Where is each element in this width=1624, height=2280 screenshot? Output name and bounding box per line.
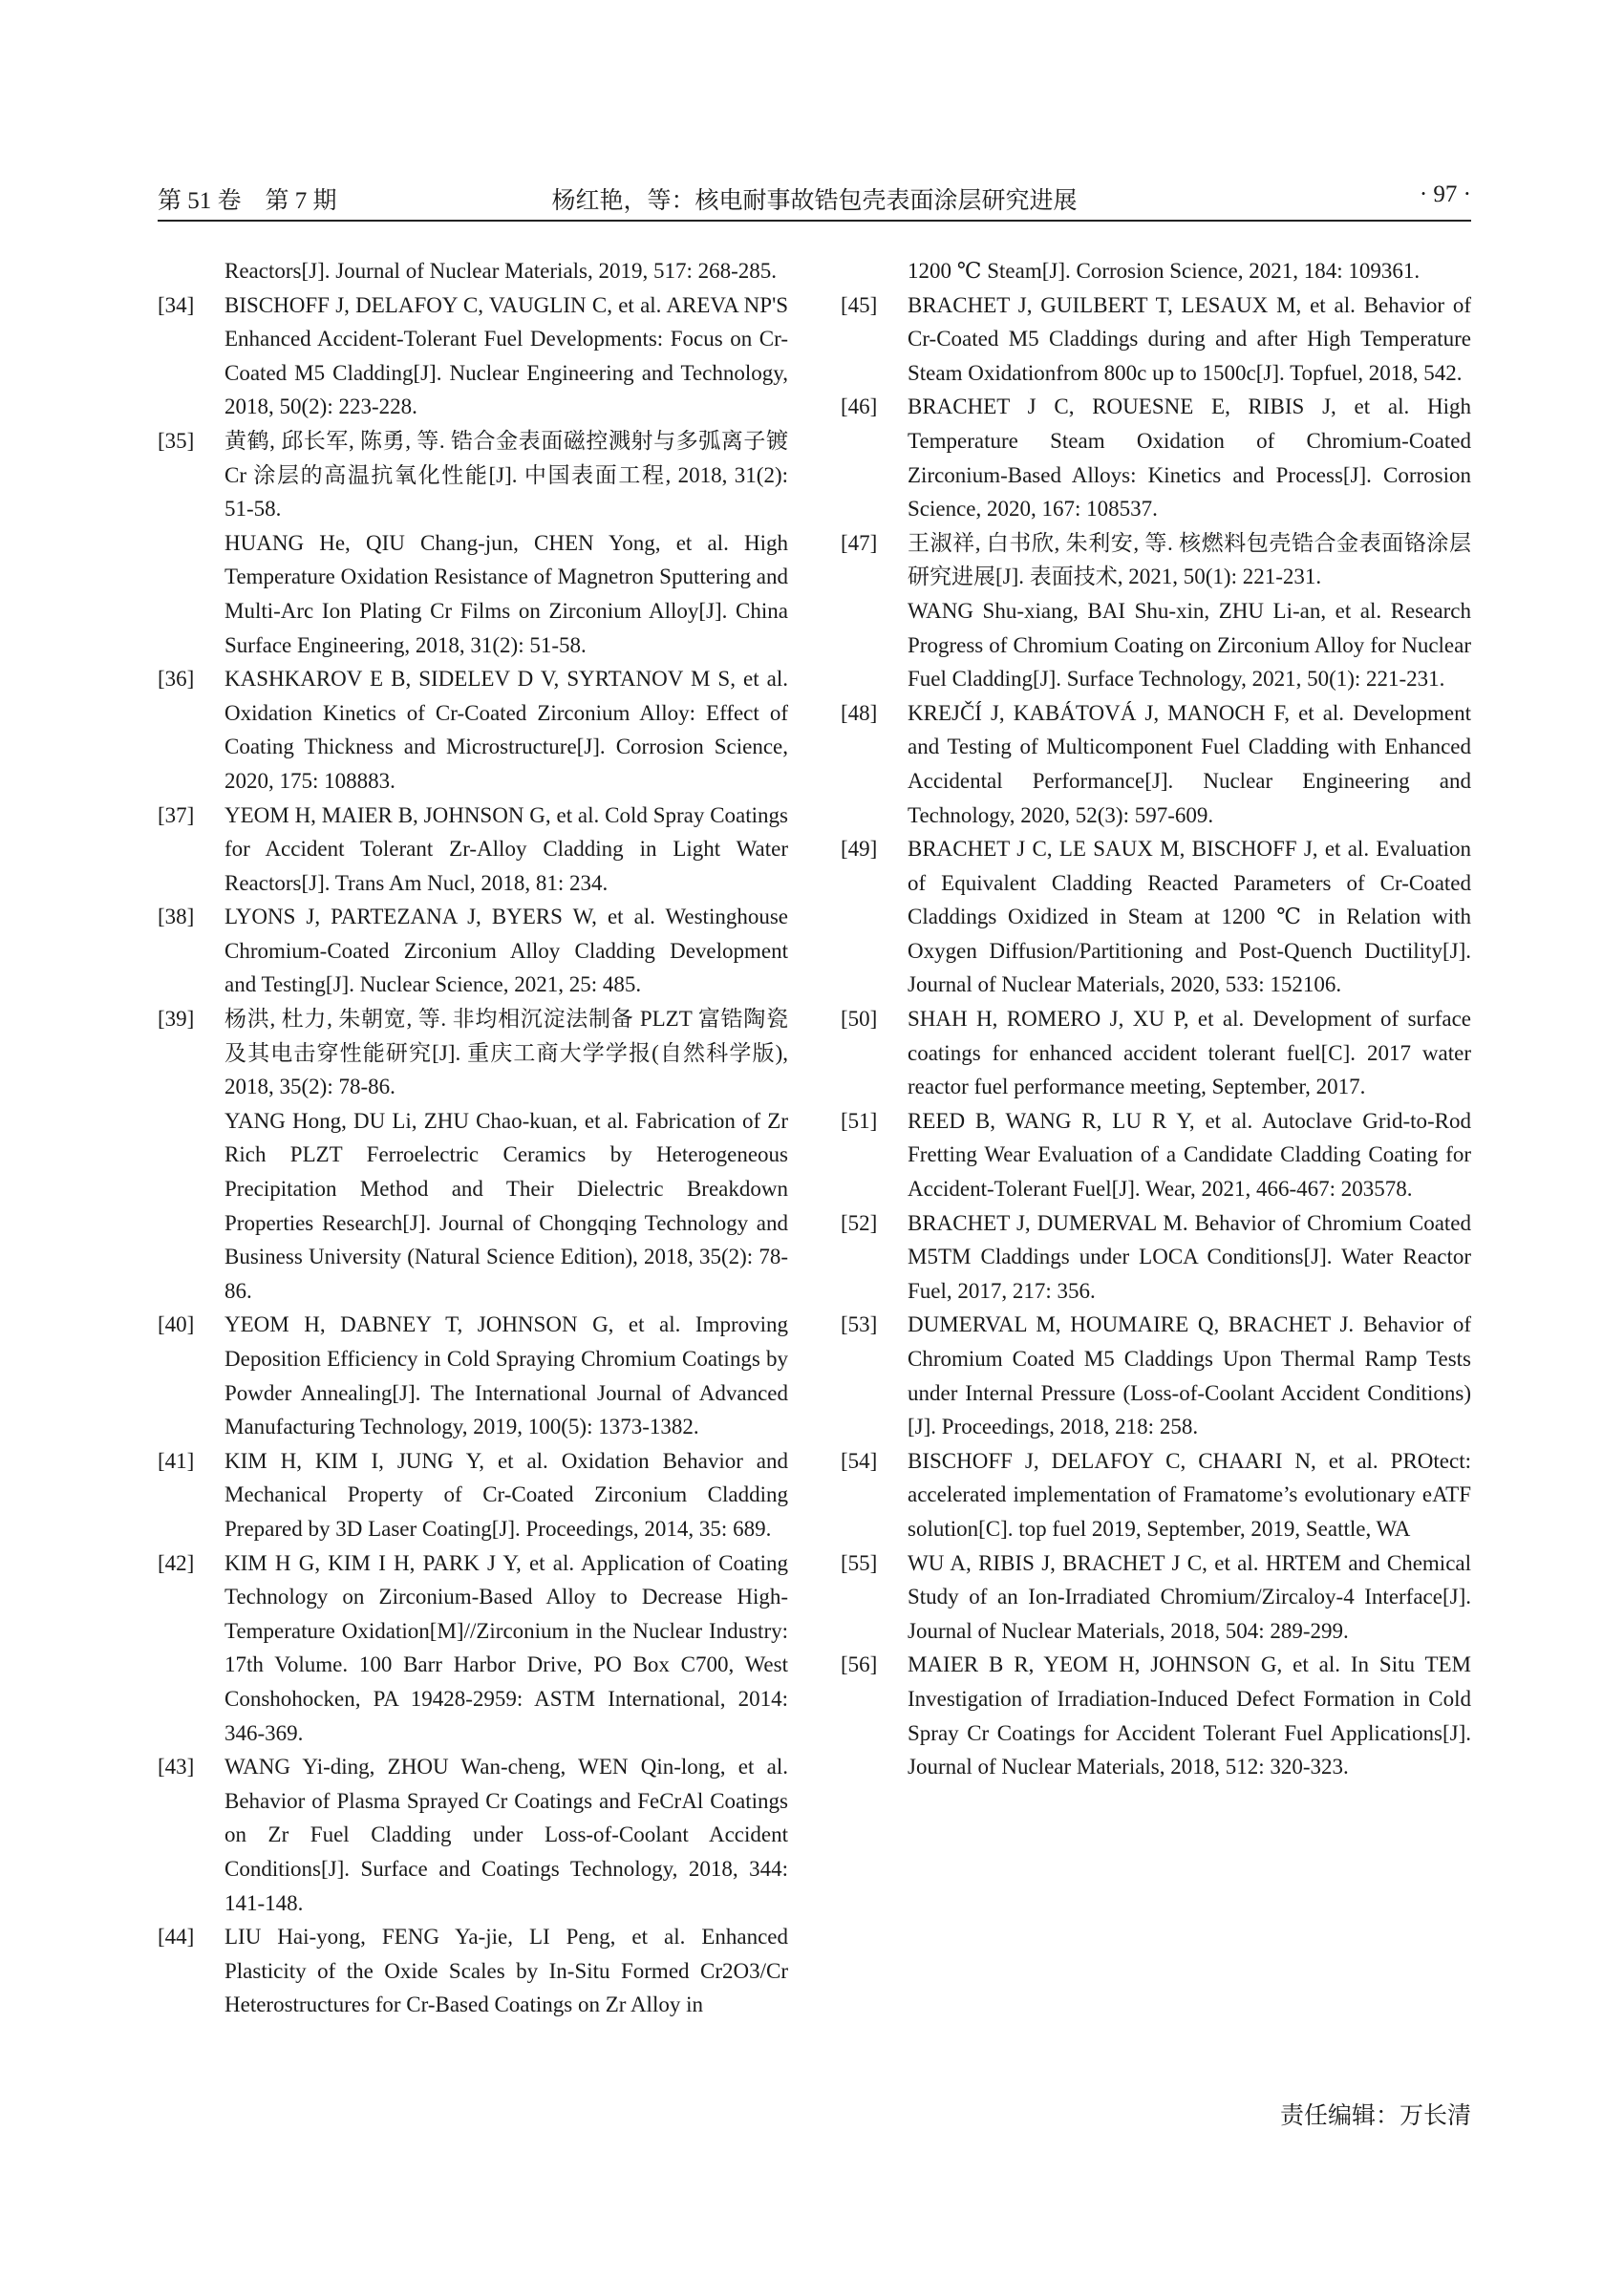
reference-entry: [841, 390, 1471, 525]
reference-number: [51]: [841, 1108, 878, 1133]
reference-text: YEOM H, DABNEY T, JOHNSON G, et al. Improving Deposition Efficiency in Cold Spraying Chromium Coatings by Powder Annealing[J]. The International Journal of Advanced Manufacturing Technology, 2019, 100(5): 1373-1382.: [224, 1312, 788, 1439]
reference-text: KIM H G, KIM I H, PARK J Y, et al. Application of Coating Technology on Zirconium-Based Alloy to Decrease High-Temperature Oxidation[M]//Zirconium in the Nuclear Industry: 17th Volume. 100 Barr Harbor Drive, PO Box C700, West Conshohocken, PA 19428-2959: ASTM International, 2014: 346-369.: [224, 1550, 788, 1745]
reference-text: KREJČÍ J, KABÁTOVÁ J, MANOCH F, et al. Development and Testing of Multicomponent Fuel Cladding with Enhanced Accidental Performance[J]. Nuclear Engineering and Technology, 2020, 52(3): 597-609.: [908, 700, 1471, 827]
reference-text: BISCHOFF J, DELAFOY C, CHAARI N, et al. PROtect: accelerated implementation of Framatome’s evolutionary eATF solution[C]. top fuel 2019, September, 2019, Seattle, WA: [908, 1448, 1471, 1541]
reference-entry: [158, 1750, 788, 1920]
reference-number: [47]: [841, 530, 878, 555]
reference-text: WANG Shu-xiang, BAI Shu-xin, ZHU Li-an, et al. Research Progress of Chromium Coating on Zirconium Alloy for Nuclear Fuel Cladding[J]. Surface Technology, 2021, 50(1): 221-231.: [908, 598, 1471, 692]
reference-entry: [841, 1444, 1471, 1546]
reference-text: LYONS J, PARTEZANA J, BYERS W, et al. Westinghouse Chromium-Coated Zirconium Alloy Cladding Development and Testing[J]. Nuclear Science, 2021, 25: 485.: [224, 905, 788, 997]
reference-number: [56]: [841, 1652, 878, 1677]
reference-number: [42]: [158, 1550, 195, 1575]
reference-entry: [841, 288, 1471, 391]
reference-text: 黄鹤, 邱长军, 陈勇, 等. 锆合金表面磁控溅射与多弧离子镀 Cr 涂层的高温抗氧化性能[J]. 中国表面工程, 2018, 31(2): 51-58.: [224, 428, 788, 522]
reference-entry: [158, 662, 788, 798]
reference-text: DUMERVAL M, HOUMAIRE Q, BRACHET J. Behavior of Chromium Coated M5 Claddings Upon Thermal Ramp Tests under Internal Pressure (Loss-of-Coolant Accident Conditions)[J]. Proceedings, 2018, 218: 258.: [908, 1312, 1471, 1439]
reference-entry: [158, 1546, 788, 1751]
reference-entry: [841, 594, 1471, 696]
reference-entry: [841, 1546, 1471, 1649]
reference-number: [49]: [841, 837, 878, 862]
reference-number: [34]: [158, 292, 195, 317]
reference-number: [40]: [158, 1312, 195, 1337]
reference-text: BRACHET J C, LE SAUX M, BISCHOFF J, et al. Evaluation of Equivalent Cladding Reacted Parameters of Cr-Coated Claddings Oxidized in Steam at 1200 ℃ in Relation with Oxygen Diffusion/Partitioning and Post-Quench Ductility[J]. Journal of Nuclear Materials, 2020, 533: 152106.: [908, 837, 1471, 997]
reference-entry: [158, 254, 788, 288]
reference-number: [36]: [158, 667, 195, 692]
reference-number: [41]: [158, 1448, 195, 1473]
reference-number: [48]: [841, 700, 878, 725]
reference-number: [54]: [841, 1448, 878, 1473]
reference-text: 1200 ℃ Steam[J]. Corrosion Science, 2021, 184: 109361.: [908, 259, 1421, 283]
reference-entry: [158, 288, 788, 424]
reference-text: 王淑祥, 白书欣, 朱利安, 等. 核燃料包壳锆合金表面铬涂层研究进展[J]. 表面技术, 2021, 50(1): 221-231.: [908, 530, 1471, 589]
reference-number: [45]: [841, 292, 878, 317]
running-title: 杨红艳，等：核电耐事故锆包壳表面涂层研究进展: [551, 188, 1078, 214]
reference-text: BRACHET J, DUMERVAL M. Behavior of Chromium Coated M5TM Claddings under LOCA Conditions[J]. Water Reactor Fuel, 2017, 217: 356.: [908, 1210, 1471, 1303]
reference-text: LIU Hai-yong, FENG Ya-jie, LI Peng, et al. Enhanced Plasticity of the Oxide Scales by In-Situ Formed Cr2O3/Cr Heterostructures for Cr-Based Coatings on Zr Alloy in: [224, 1925, 788, 2017]
reference-entry: [841, 1002, 1471, 1104]
responsible-editor: 责任编辑：万长清: [1279, 2103, 1471, 2129]
reference-number: [35]: [158, 428, 195, 453]
reference-entry: [841, 1206, 1471, 1309]
reference-text: MAIER B R, YEOM H, JOHNSON G, et al. In Situ TEM Investigation of Irradiation-Induced Defect Formation in Cold Spray Cr Coatings for Accident Tolerant Fuel Applications[J]. Journal of Nuclear Materials, 2018, 512: 320-323.: [908, 1652, 1471, 1779]
reference-column-right: [841, 254, 1471, 1784]
reference-text: Reactors[J]. Journal of Nuclear Materials, 2019, 517: 268-285.: [224, 259, 778, 283]
reference-entry: [158, 900, 788, 1002]
reference-entry: [158, 424, 788, 526]
reference-entry: [841, 696, 1471, 832]
reference-entry: [158, 526, 788, 662]
reference-number: [53]: [841, 1312, 878, 1337]
reference-text: KIM H, KIM I, JUNG Y, et al. Oxidation Behavior and Mechanical Property of Cr-Coated Zirconium Cladding Prepared by 3D Laser Coating[J]. Proceedings, 2014, 35: 689.: [224, 1448, 788, 1541]
reference-text: HUANG He, QIU Chang-jun, CHEN Yong, et al. High Temperature Oxidation Resistance of Magnetron Sputtering and Multi-Arc Ion Plating Cr Films on Zirconium Alloy[J]. China Surface Engineering, 2018, 31(2): 51-58.: [224, 530, 788, 657]
reference-entry: [841, 1104, 1471, 1206]
reference-number: [55]: [841, 1550, 878, 1575]
reference-number: [46]: [841, 394, 878, 419]
reference-number: [38]: [158, 905, 195, 929]
reference-number: [50]: [841, 1007, 878, 1032]
reference-entry: [841, 1648, 1471, 1783]
reference-entry: [158, 1920, 788, 2022]
reference-number: [44]: [158, 1925, 195, 1950]
volume-issue: 第 51 卷 第 7 期: [158, 188, 337, 214]
reference-entry: [158, 1104, 788, 1309]
reference-column-left: [158, 254, 788, 2022]
reference-number: [37]: [158, 802, 195, 827]
reference-text: SHAH H, ROMERO J, XU P, et al. Development of surface coatings for enhanced accident tolerant fuel[C]. 2017 water reactor fuel performance meeting, September, 2017.: [908, 1007, 1471, 1099]
running-header: [158, 178, 1471, 222]
reference-entry: [158, 1444, 788, 1546]
reference-text: BRACHET J C, ROUESNE E, RIBIS J, et al. High Temperature Steam Oxidation of Chromium-Coated Zirconium-Based Alloys: Kinetics and Process[J]. Corrosion Science, 2020, 167: 108537.: [908, 394, 1471, 522]
reference-text: REED B, WANG R, LU R Y, et al. Autoclave Grid-to-Rod Fretting Wear Evaluation of a Candidate Cladding Coating for Accident-Tolerant Fuel[J]. Wear, 2021, 466-467: 203578.: [908, 1108, 1471, 1202]
reference-text: BRACHET J, GUILBERT T, LESAUX M, et al. Behavior of Cr-Coated M5 Claddings during and after High Temperature Steam Oxidationfrom 800c up to 1500c[J]. Topfuel, 2018, 542.: [908, 292, 1471, 385]
reference-number: [39]: [158, 1007, 195, 1032]
reference-entry: [841, 832, 1471, 1002]
reference-entry: [158, 799, 788, 901]
reference-text: 杨洪, 杜力, 朱朝宽, 等. 非均相沉淀法制备 PLZT 富锆陶瓷及其电击穿性能研究[J]. 重庆工商大学学报(自然科学版), 2018, 35(2): 78-86.: [224, 1007, 788, 1099]
reference-entry: [841, 1308, 1471, 1443]
page-number: · 97 ·: [1419, 181, 1471, 207]
reference-entry: [158, 1308, 788, 1443]
reference-text: YEOM H, MAIER B, JOHNSON G, et al. Cold Spray Coatings for Accident Tolerant Zr-Alloy Cladding in Light Water Reactors[J]. Trans Am Nucl, 2018, 81: 234.: [224, 802, 788, 895]
reference-text: WU A, RIBIS J, BRACHET J C, et al. HRTEM and Chemical Study of an Ion-Irradiated Chromium/Zircaloy-4 Interface[J]. Journal of Nuclear Materials, 2018, 504: 289-299.: [908, 1550, 1471, 1643]
reference-text: BISCHOFF J, DELAFOY C, VAUGLIN C, et al. AREVA NP'S Enhanced Accident-Tolerant Fuel Developments: Focus on Cr-Coated M5 Cladding[J]. Nuclear Engineering and Technology, 2018, 50(2): 223-228.: [224, 292, 788, 419]
reference-entry: [158, 1002, 788, 1104]
reference-number: [43]: [158, 1755, 195, 1779]
reference-entry: [841, 526, 1471, 594]
reference-text: YANG Hong, DU Li, ZHU Chao-kuan, et al. Fabrication of Zr Rich PLZT Ferroelectric Ceramics by Heterogeneous Precipitation Method and Their Dielectric Breakdown Properties Research[J]. Journal of Chongqing Technology and Business University (Natural Science Edition), 2018, 35(2): 78-86.: [224, 1108, 788, 1303]
reference-entry: [841, 254, 1471, 288]
reference-text: KASHKAROV E B, SIDELEV D V, SYRTANOV M S, et al. Oxidation Kinetics of Cr-Coated Zirconium Alloy: Effect of Coating Thickness and Microstructure[J]. Corrosion Science, 2020, 175: 108883.: [224, 667, 788, 793]
reference-text: WANG Yi-ding, ZHOU Wan-cheng, WEN Qin-long, et al. Behavior of Plasma Sprayed Cr Coatings and FeCrAl Coatings on Zr Fuel Cladding under Loss-of-Coolant Accident Conditions[J]. Surface and Coatings Technology, 2018, 344: 141-148.: [224, 1755, 788, 1915]
reference-number: [52]: [841, 1210, 878, 1235]
